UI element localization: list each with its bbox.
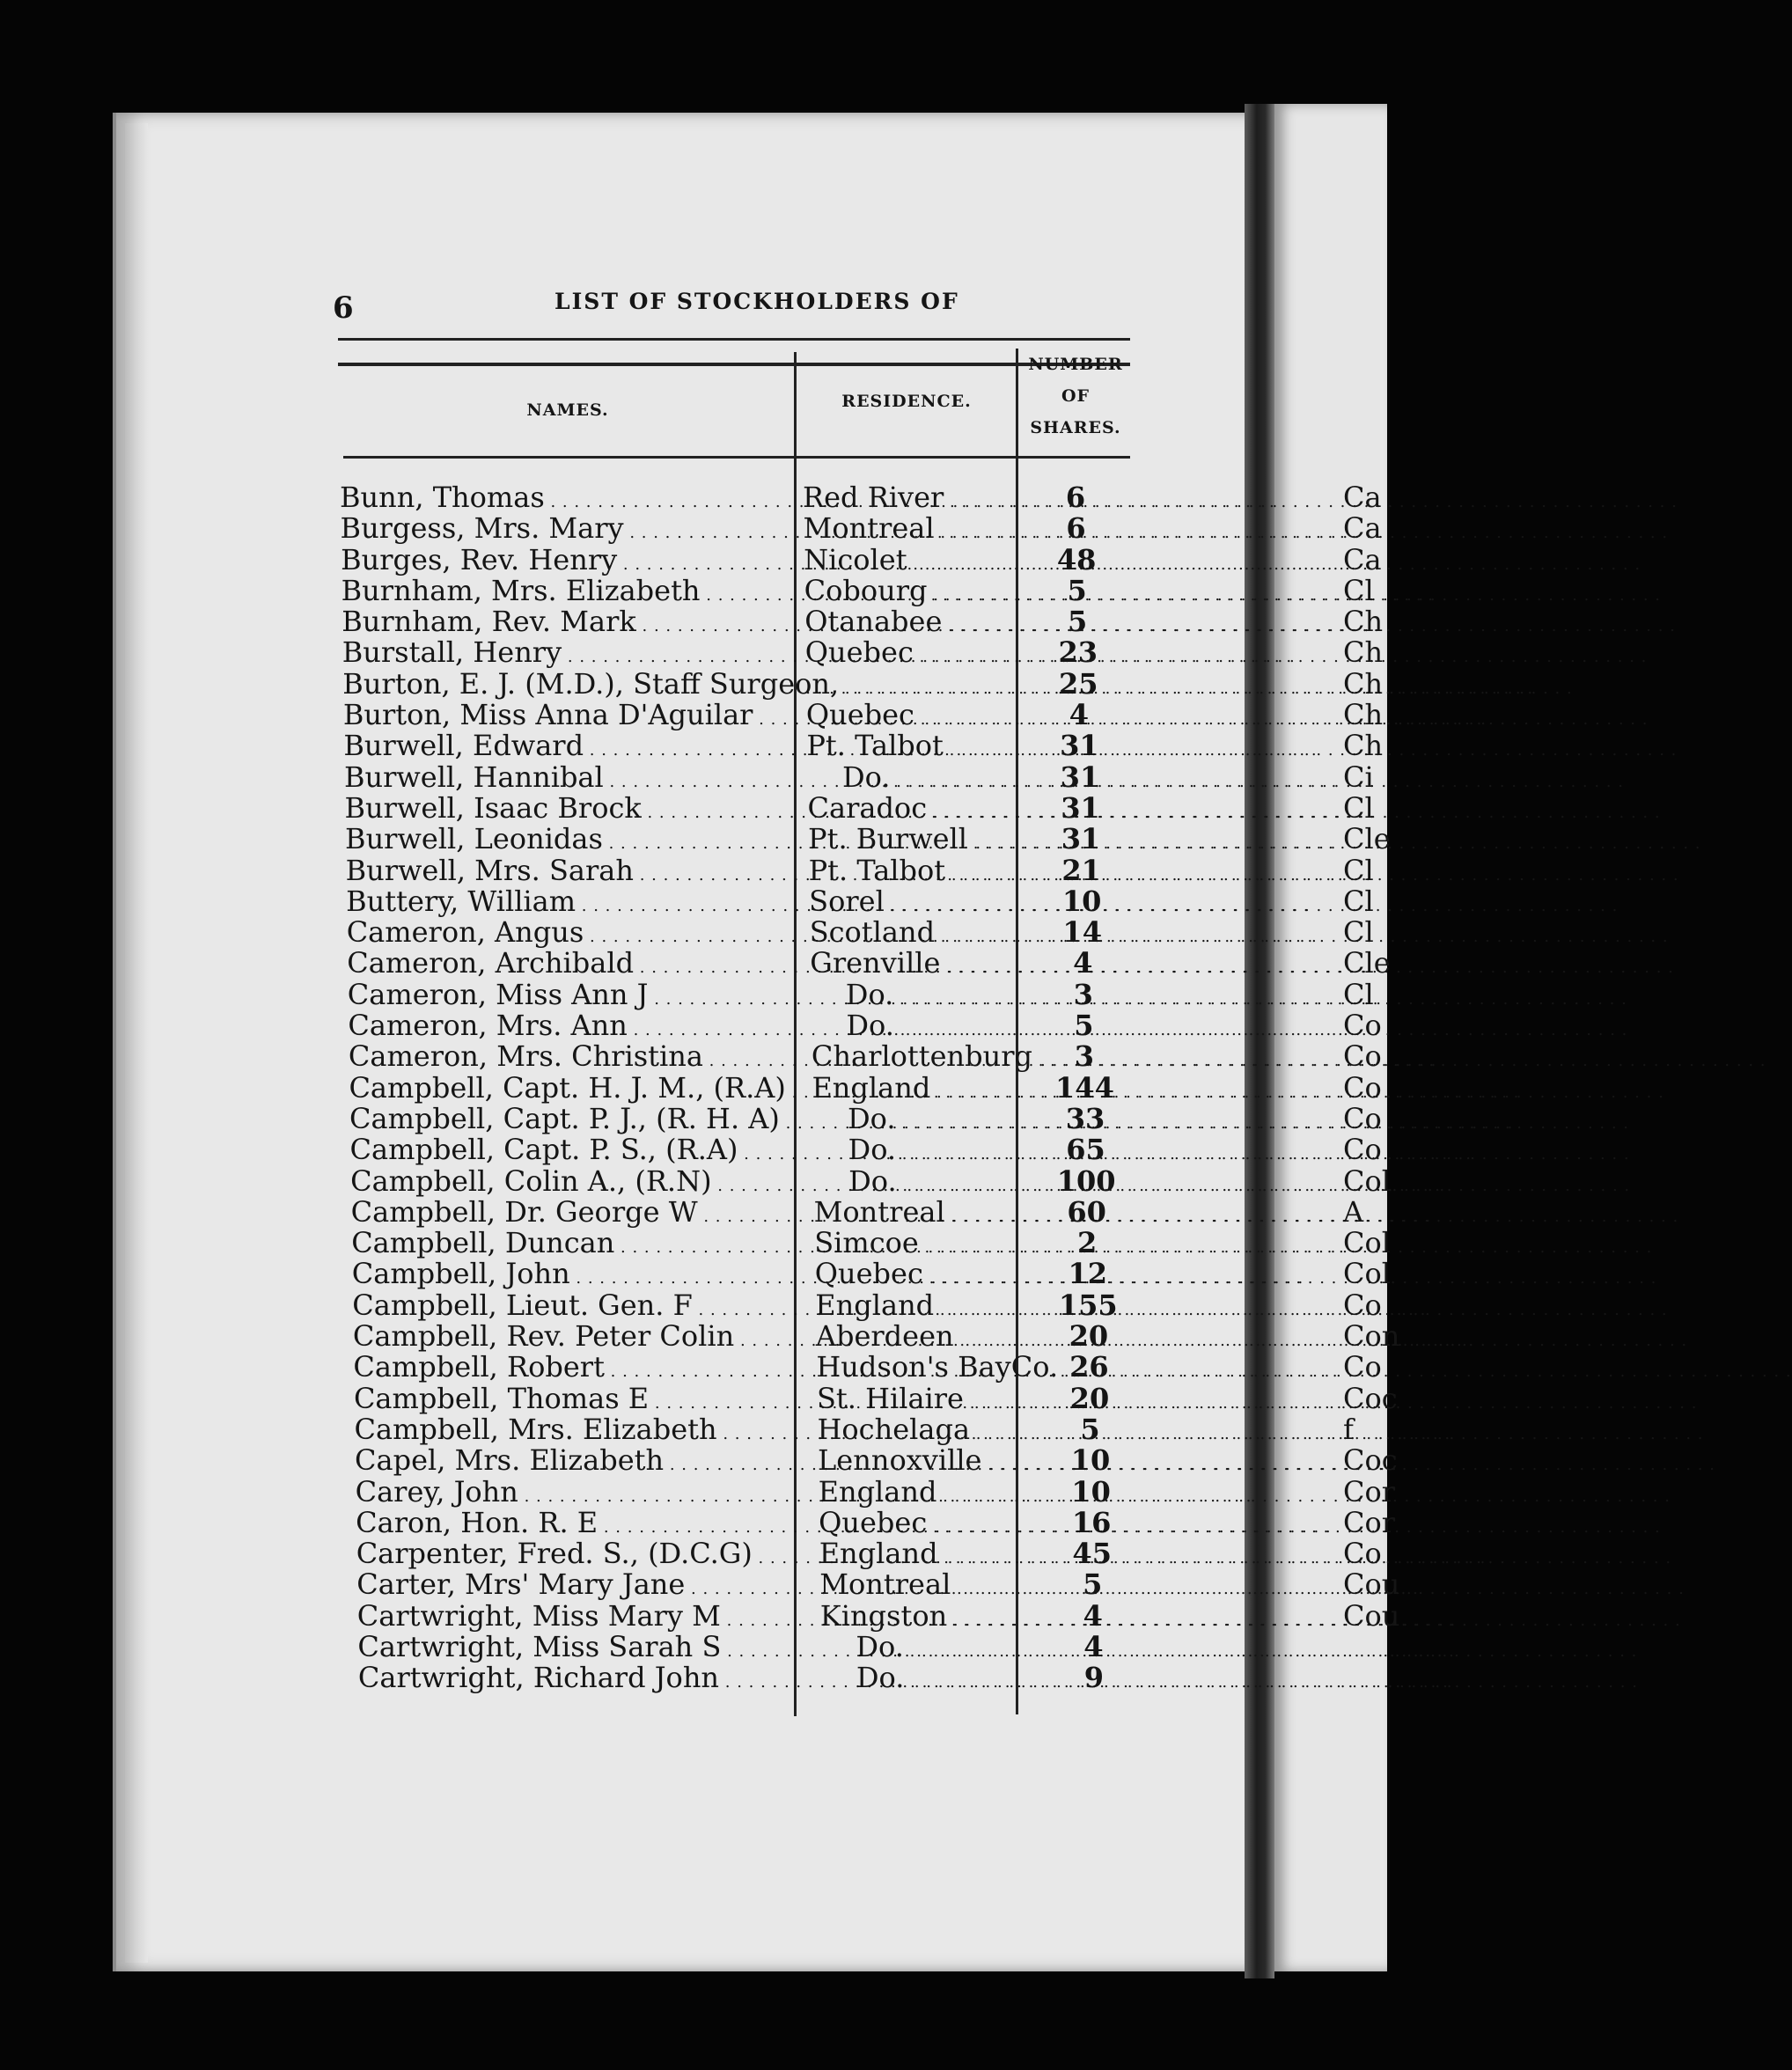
facing-page-fragment: Co (1343, 1070, 1382, 1105)
residence: Pt. Talbot . . . (806, 730, 1017, 766)
stockholder-name: Burwell, Edward . . . (343, 730, 801, 766)
table-row (349, 1101, 1132, 1135)
table-row (351, 1228, 1132, 1259)
table-row (344, 762, 1132, 793)
facing-page-fragment: Cor (1343, 1505, 1396, 1539)
table-row (346, 855, 1132, 886)
residence: Otanabee . . . (804, 606, 1016, 642)
facing-page-fragment: Co (1343, 1537, 1382, 1571)
share-count: 33 (1065, 1101, 1105, 1135)
book-gutter (1245, 104, 1274, 1978)
share-count: 26 (1069, 1350, 1109, 1384)
share-count: 4 (1073, 946, 1093, 980)
stockholder-name: Burstall, Henry . . . (342, 637, 800, 672)
share-count: 10 (1071, 1474, 1111, 1508)
stockholder-name: Burgess, Mrs. Mary . . . (341, 513, 798, 548)
facing-page-fragment: Cl (1343, 977, 1374, 1011)
table-row (353, 1321, 1132, 1352)
share-count: 5 (1074, 1009, 1094, 1043)
facing-page-fragment: Col (1343, 1257, 1391, 1291)
page-number: 6 (333, 290, 354, 326)
facing-page-fragment: Col (1343, 1163, 1391, 1198)
column-header-shares (1021, 349, 1130, 444)
table-row (355, 1474, 1132, 1508)
residence: Pt. Burwell . . . (808, 824, 1019, 859)
table-row (353, 1352, 1132, 1383)
shares-header-line-3: SHARES. (1030, 418, 1121, 437)
table-row (356, 1538, 1132, 1569)
table-row (349, 1041, 1132, 1072)
share-count: 48 (1056, 542, 1097, 576)
stockholder-name: Cartwright, Miss Mary M . . . (357, 1601, 815, 1636)
stockholder-name: Cartwright, Richard John . . . (358, 1663, 816, 1698)
stockholder-name: Cameron, Miss Ann J . . . (348, 980, 805, 1015)
share-count: 23 (1058, 635, 1098, 670)
stockholder-name: Campbell, Duncan . . . (351, 1228, 809, 1263)
stockholder-name: Campbell, Capt. P. S., (R.A) . . . (350, 1134, 808, 1170)
share-count: 31 (1060, 729, 1099, 763)
stockholder-name: Carey, John . . . (356, 1477, 813, 1512)
share-count: 65 (1066, 1133, 1105, 1167)
share-count: 31 (1061, 822, 1101, 856)
facing-page-fragment: Co (1343, 1350, 1382, 1384)
stockholder-name: Burnham, Mrs. Elizabeth . . . (342, 576, 799, 611)
stockholder-name: Campbell, Dr. George W . . . (351, 1197, 809, 1232)
residence: Do. . . . (812, 1104, 1024, 1139)
share-count: 2 (1077, 1226, 1098, 1260)
table-row (350, 1134, 1132, 1165)
facing-page-fragment: Ch (1343, 729, 1384, 763)
residence: Do. . . . (811, 980, 1022, 1015)
table-row (346, 886, 1132, 917)
table-row (357, 1629, 1132, 1663)
table-row (343, 700, 1132, 730)
stockholder-name: Cameron, Mrs. Ann . . . (348, 1010, 805, 1046)
share-count: 21 (1061, 853, 1101, 887)
stockholder-name: Capel, Mrs. Elizabeth . . . (355, 1445, 812, 1480)
residence: Montreal . . . (814, 1197, 1025, 1232)
share-count: 60 (1067, 1194, 1106, 1229)
residence: Caradoc . . . (808, 793, 1019, 828)
share-count: 3 (1073, 977, 1093, 1011)
table-row (353, 1381, 1132, 1415)
share-count: 10 (1070, 1443, 1111, 1478)
share-count: 20 (1069, 1381, 1110, 1415)
table-row (352, 1290, 1132, 1321)
facing-page-fragment: Ch (1343, 666, 1384, 701)
facing-page-fragment: Ca (1343, 481, 1382, 514)
residence: Do. . . . (813, 1166, 1025, 1201)
residence: Montreal . . . (804, 513, 1015, 548)
residence: Nicolet . . . (804, 545, 1015, 580)
stockholder-name: Burges, Rev. Henry . . . (341, 545, 798, 580)
facing-page-fragment: Co (1343, 1039, 1382, 1074)
table-row (352, 1259, 1132, 1289)
stockholder-name: Buttery, William . . . (346, 886, 804, 921)
table-row (345, 824, 1132, 855)
stockholder-name: Bunn, Thomas . . . (340, 482, 797, 518)
stockholder-name: Cameron, Archibald . . . (347, 948, 804, 983)
shares-header-line-1: NUMBER (1028, 355, 1123, 374)
facing-page-fragment: Co (1343, 1133, 1382, 1167)
table-row (349, 1070, 1132, 1105)
share-count: 6 (1065, 481, 1086, 514)
facing-page-fragment: Cle (1343, 822, 1391, 856)
facing-page-fragment: Cl (1343, 853, 1374, 887)
stockholder-name: Burnham, Rev. Mark . . . (342, 606, 799, 642)
stockholder-name: Campbell, Colin A., (R.N) . . . (350, 1166, 808, 1201)
facing-page-fragment: Coc (1343, 1443, 1398, 1478)
table-row (350, 1194, 1132, 1229)
facing-page-fragment: Ca (1343, 542, 1382, 576)
stockholder-name: Campbell, John . . . (352, 1259, 810, 1294)
column-header-residence: RESIDENCE. (841, 392, 972, 411)
facing-page-fragment: Ch (1343, 698, 1384, 732)
facing-page-fragment: Cl (1343, 915, 1374, 950)
residence: Do. . . . (807, 762, 1018, 797)
facing-page-fragment: Co (1343, 1009, 1382, 1043)
share-count: 5 (1083, 1567, 1103, 1602)
facing-page-fragment: Cl (1343, 884, 1374, 918)
residence: Quebec . . . (815, 1259, 1026, 1294)
residence: Do. . . . (820, 1632, 1032, 1667)
table-row (350, 1163, 1132, 1198)
facing-page-fragment: Co (1343, 1101, 1382, 1135)
stockholder-name: Carpenter, Fred. S., (D.C.G) . . . (356, 1538, 814, 1574)
stockholder-table (340, 482, 1132, 1694)
residence: Red River . . . (803, 482, 1014, 518)
stockholder-name: Carter, Mrs' Mary Jane . . . (356, 1569, 814, 1604)
table-row (348, 1010, 1132, 1041)
stockholder-name: Campbell, Thomas E . . . (354, 1384, 812, 1419)
facing-page-fragment: Ch (1343, 635, 1384, 670)
share-count: 9 (1083, 1661, 1105, 1695)
page-edge-shading (125, 123, 148, 1963)
column-header-names: NAMES. (526, 400, 609, 420)
residence: Montreal . . . (819, 1569, 1031, 1604)
residence: Do. . . . (813, 1134, 1025, 1170)
residence: England . . . (819, 1538, 1031, 1574)
residence: Do. . . . (821, 1663, 1032, 1698)
facing-page-fragment: A (1343, 1194, 1364, 1229)
table-row (358, 1663, 1132, 1693)
facing-page-fragment: Ci (1343, 760, 1374, 794)
residence: Kingston . . . (820, 1601, 1032, 1636)
stockholder-name: Campbell, Rev. Peter Colin . . . (353, 1321, 811, 1356)
share-count: 5 (1080, 1412, 1100, 1446)
residence: Quebec . . . (806, 700, 1017, 735)
residence: England . . . (819, 1477, 1030, 1512)
header-bottom-rule (343, 456, 1130, 459)
residence: Pt. Talbot . . . (809, 855, 1020, 891)
share-count: 6 (1066, 511, 1086, 546)
table-row (342, 606, 1132, 637)
facing-page-fragment: Cor (1343, 1474, 1396, 1508)
facing-page-fragment: Cl (1343, 790, 1374, 825)
residence: Lennoxville . . . (818, 1445, 1029, 1480)
running-head: LIST OF STOCKHOLDERS OF (554, 289, 959, 314)
share-count: 4 (1083, 1629, 1104, 1663)
share-count: 144 (1055, 1070, 1114, 1105)
stockholder-name: Burwell, Isaac Brock . . . (345, 793, 803, 828)
residence: Scotland . . . (810, 917, 1021, 952)
share-count: 45 (1072, 1537, 1112, 1571)
stockholder-name: Burwell, Hannibal . . . (344, 762, 802, 797)
residence: England . . . (812, 1073, 1023, 1108)
share-count: 100 (1056, 1163, 1116, 1198)
table-row (341, 542, 1132, 576)
facing-page-text (1343, 481, 1400, 1633)
residence: Hochelaga . . . (818, 1414, 1029, 1450)
residence: Quebec . . . (819, 1508, 1030, 1543)
table-row (342, 637, 1132, 668)
facing-page-fragment: Con (1343, 1319, 1400, 1354)
stockholder-name: Cameron, Angus . . . (347, 917, 804, 952)
residence: St. Hilaire . . . (817, 1384, 1028, 1419)
stockholder-name: Caron, Hon. R. E . . . (356, 1508, 813, 1543)
share-count: 25 (1059, 666, 1098, 701)
residence: England . . . (815, 1290, 1026, 1325)
share-count: 10 (1061, 884, 1102, 918)
share-count: 4 (1069, 698, 1089, 732)
stockholder-name: Campbell, Mrs. Elizabeth . . . (355, 1414, 812, 1450)
residence: Grenville . . . (810, 948, 1021, 983)
share-count: 31 (1060, 760, 1100, 794)
stockholder-name: Campbell, Lieut. Gen. F . . . (352, 1290, 810, 1325)
table-row (341, 513, 1132, 544)
stockholder-name: Campbell, Capt. H. J. M., (R.A) . . . (349, 1073, 806, 1108)
stockholder-name: Burton, E. J. (M.D.), Staff Surgeon, . . . (342, 669, 800, 704)
share-count: 12 (1068, 1257, 1108, 1291)
residence: Charlottenburg . . . (812, 1041, 1023, 1076)
table-row (344, 790, 1133, 825)
stockholder-name: Cartwright, Miss Sarah S . . . (357, 1632, 815, 1667)
table-row (342, 666, 1132, 701)
shares-header-line-2: OF (1061, 386, 1091, 406)
residence: Quebec . . . (805, 637, 1017, 672)
table-row (347, 917, 1132, 948)
table-row (356, 1569, 1132, 1600)
facing-page-fragment: Cou (1343, 1567, 1400, 1602)
share-count: 5 (1067, 573, 1087, 607)
share-count: 16 (1071, 1505, 1112, 1539)
residence: Sorel . . . (809, 886, 1020, 921)
share-count: 14 (1062, 915, 1102, 950)
table-row (341, 573, 1132, 607)
facing-page-fragment: Ch (1343, 605, 1384, 639)
share-count: 20 (1069, 1319, 1109, 1354)
residence: Do. . . . (811, 1010, 1022, 1046)
share-count: 31 (1061, 790, 1100, 825)
table-row (347, 977, 1132, 1011)
share-count: 3 (1074, 1039, 1095, 1074)
top-double-rule-2 (338, 363, 1130, 366)
table-row (340, 482, 1132, 513)
table-row (356, 1598, 1132, 1633)
stockholder-name: Campbell, Robert . . . (353, 1352, 811, 1387)
table-row (343, 730, 1132, 761)
table-row (347, 948, 1132, 979)
facing-page-fragment: Col (1343, 1226, 1391, 1260)
facing-page-fragment: Cl (1343, 573, 1374, 607)
top-double-rule-1 (338, 338, 1130, 341)
share-count: 155 (1058, 1288, 1118, 1322)
stockholder-name: Campbell, Capt. P. J., (R. H. A) . . . (349, 1104, 807, 1139)
stockholder-name: Burwell, Leonidas . . . (345, 824, 803, 859)
stockholder-name: Cameron, Mrs. Christina . . . (349, 1041, 806, 1076)
stockholder-name: Burwell, Mrs. Sarah . . . (346, 855, 804, 891)
share-count: 5 (1068, 605, 1088, 639)
residence: Simcoe . . . (814, 1228, 1025, 1263)
residence: Cobourg . . . (804, 576, 1016, 611)
facing-page-fragment: Co (1343, 1288, 1382, 1322)
table-row (355, 1414, 1133, 1445)
residence: Hudson's BayCo. . . . (816, 1352, 1027, 1387)
stockholder-name: Burton, Miss Anna D'Aguilar . . . (343, 700, 801, 735)
facing-page-fragment: f (1343, 1412, 1354, 1446)
share-count: 4 (1083, 1598, 1103, 1633)
facing-page-fragment: Ca (1343, 511, 1382, 546)
table-row (356, 1505, 1132, 1539)
facing-page-fragment: Cou (1343, 1598, 1400, 1633)
facing-page-fragment: Cle (1343, 946, 1391, 980)
table-row (355, 1445, 1132, 1476)
residence: Aberdeen . . . (816, 1321, 1027, 1356)
facing-page-fragment: Coc (1343, 1381, 1398, 1415)
